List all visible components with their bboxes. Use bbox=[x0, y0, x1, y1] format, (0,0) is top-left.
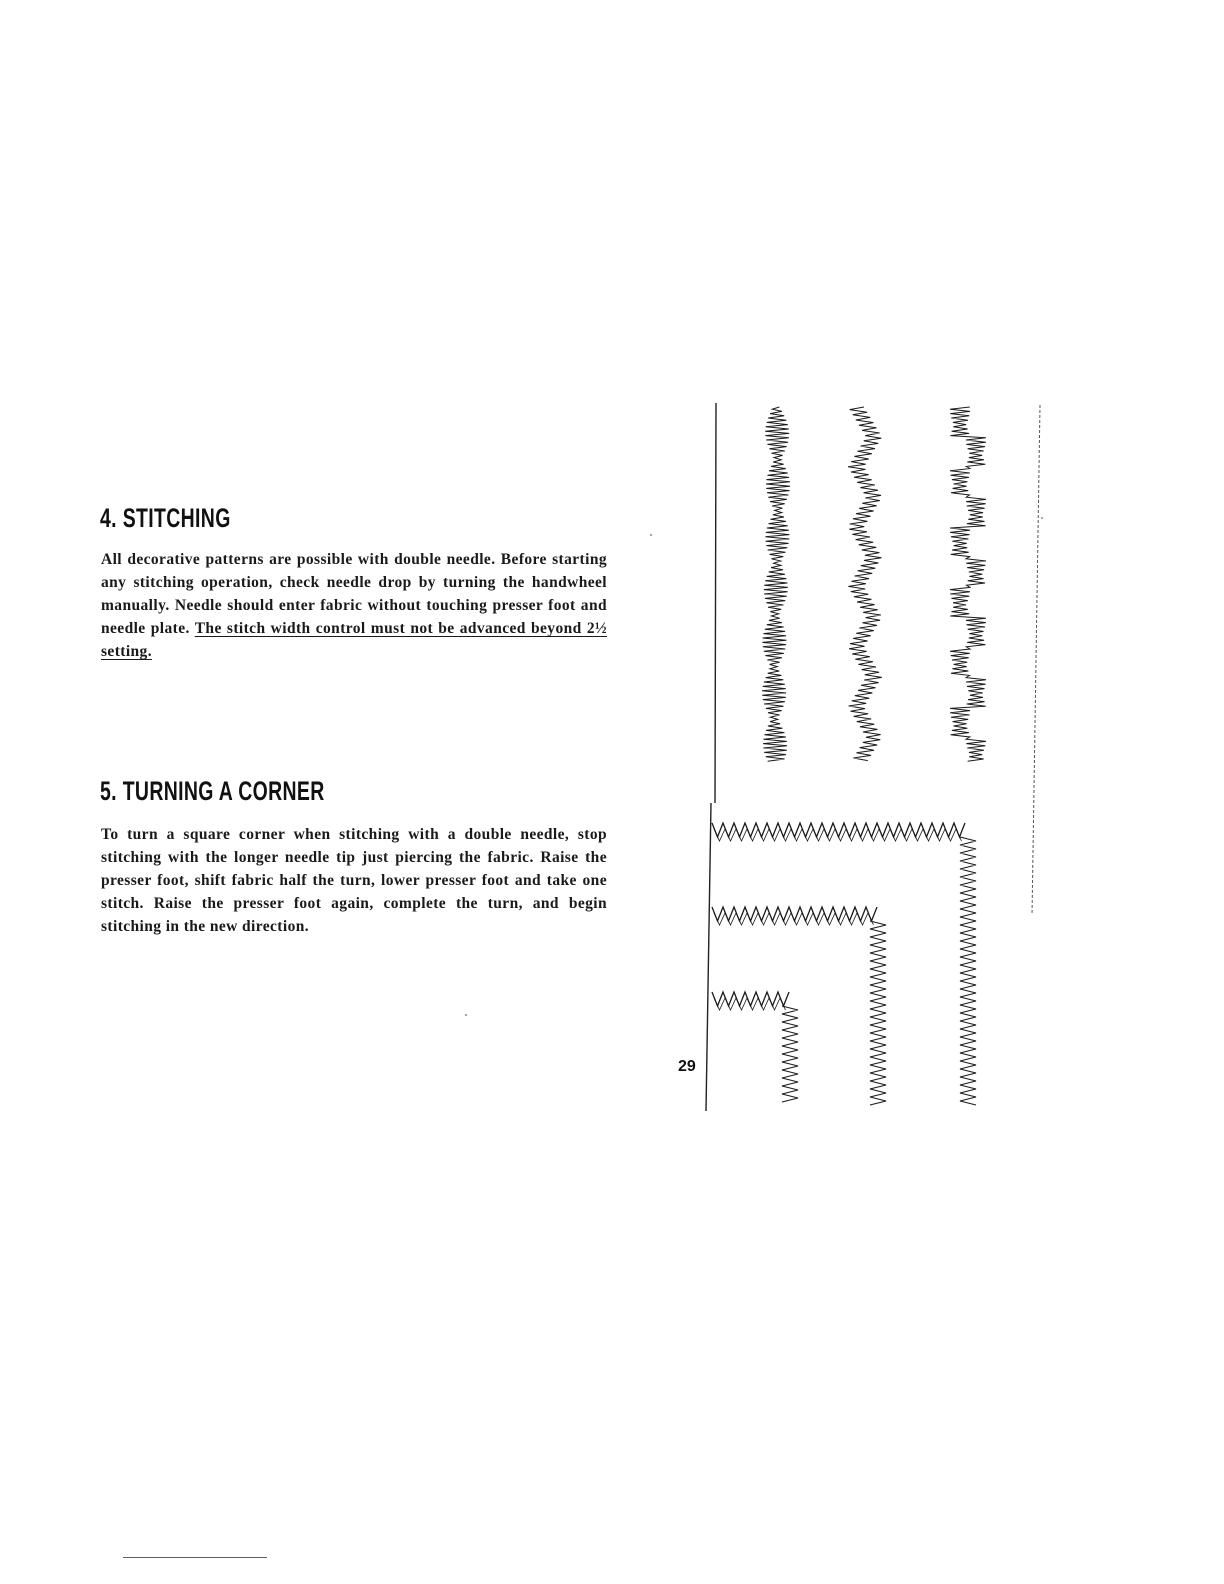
double-needle-corner-samples bbox=[712, 823, 976, 1105]
decorative-stitch-block bbox=[950, 407, 986, 761]
section-heading-turning-corner: 5. TURNING A CORNER bbox=[100, 776, 325, 806]
figure-border-left-upper bbox=[715, 403, 716, 803]
corner-sample-medium-vertical bbox=[870, 921, 886, 1105]
paper-speck bbox=[650, 534, 652, 536]
section-heading-stitching: 4. STITCHING bbox=[100, 503, 231, 533]
stitching-body-text: All decorative patterns are possible with double needle. Before starting any stitching operation, check needle drop by turning the handwheel manually. Needle should enter fabric without touching presser foot and needle plate. bbox=[101, 551, 607, 637]
page-number: 29 bbox=[678, 1058, 696, 1075]
stitch-samples-illustration bbox=[690, 395, 1060, 1120]
decorative-stitch-zigzag bbox=[848, 407, 882, 761]
paper-speck bbox=[1041, 517, 1043, 519]
decorative-stitch-wave bbox=[762, 407, 790, 761]
section-body-stitching bbox=[101, 548, 607, 663]
corner-sample-large-vertical bbox=[960, 837, 976, 1105]
decorative-stitch-samples bbox=[762, 407, 986, 761]
corner-sample-medium-horizontal-second-needle bbox=[714, 913, 874, 925]
corner-sample-small-vertical bbox=[782, 1006, 798, 1102]
bottom-rule bbox=[123, 1557, 267, 1558]
paper-speck bbox=[465, 1014, 467, 1016]
stitching-width-warning: The stitch width control must not be advanced beyond 2½ setting. bbox=[101, 620, 607, 660]
figure-border-left-lower bbox=[706, 803, 711, 1111]
figure-border-right bbox=[1032, 405, 1040, 915]
section-body-turning-corner: To turn a square corner when stitching with a double needle, stop stitching with the longer needle tip just piercing the fabric. Raise the presser foot, shift fabric half the turn, lower presser foot and take one stitch. Raise the presser foot again, complete the turn, and begin stitching in the new direction. bbox=[101, 826, 607, 935]
